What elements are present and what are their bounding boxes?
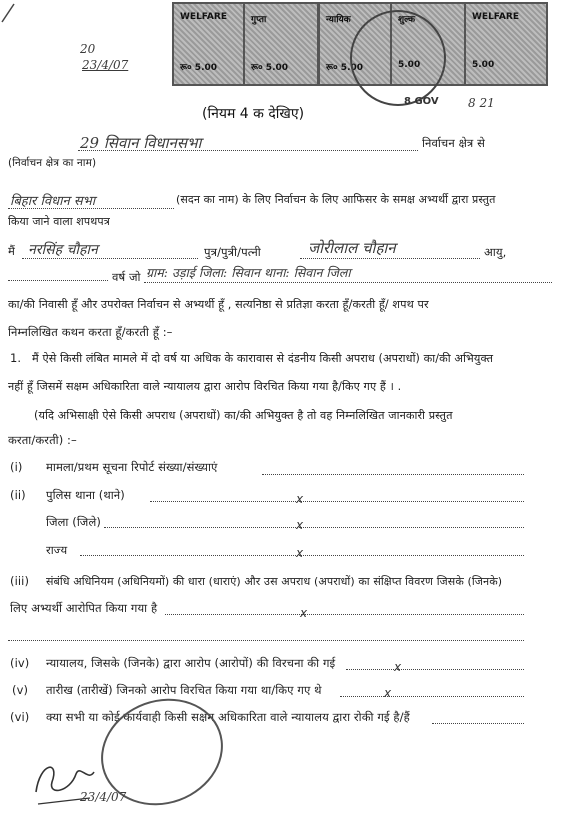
stamp-label: गुप्ता xyxy=(251,15,267,25)
revenue-stamp-5 xyxy=(464,2,548,86)
address-handwritten: ग्राम: उड़ाई जिला: सिवान थाना: सिवान जिला xyxy=(146,265,351,280)
oath-statement: निम्नलिखित कथन करता हूँ/करती हूँ :– xyxy=(8,325,173,339)
stamp-value: रू० 5.00 xyxy=(326,63,364,73)
revenue-stamp-2 xyxy=(243,2,319,86)
item-ii-district: जिला (जिले) xyxy=(46,515,101,529)
deponent-prefix: मैं xyxy=(8,244,15,258)
address-line xyxy=(144,282,552,283)
revenue-stamp-1 xyxy=(172,2,246,86)
item-ii-label: पुलिस थाना (थाने) xyxy=(46,488,125,502)
item-iii-label-b: लिए अभ्यर्थी आरोपित किया गया है xyxy=(10,601,158,615)
stamp-label: WELFARE xyxy=(472,12,519,22)
item-ii-district-line xyxy=(104,527,524,528)
stamp-code: 8 21 xyxy=(468,96,495,110)
item-i-label: मामला/प्रथम सूचना रिपोर्ट संख्या/संख्याएं xyxy=(46,460,218,474)
house-text: (सदन का नाम) के लिए निर्वाचन के लिए आफिसर के समक्ष अभ्यर्थी द्वारा प्रस्तुत xyxy=(176,193,496,206)
item-ii-state: राज्य xyxy=(46,543,68,557)
cross-mark: x xyxy=(296,492,304,506)
para1-text-b: नहीं हूँ जिसमें सक्षम अधिकारिता वाले न्यायालय द्वारा आरोप विरचित किया गया है/किए गए हैं । . xyxy=(8,380,402,393)
deponent-name-line xyxy=(22,258,198,259)
item-vi-label: क्या सभी या कोई कार्यवाही किसी सक्षम अधिकारिता वाले न्यायालय द्वारा रोकी गई है/हैं xyxy=(46,710,410,724)
corner-note-number: 20 xyxy=(80,42,96,56)
constituency-caption: (निर्वाचन क्षेत्र का नाम) xyxy=(8,157,97,169)
house-handwritten: बिहार विधान सभा xyxy=(10,194,96,209)
official-seal-top xyxy=(350,10,446,106)
stamp-value: 5.00 xyxy=(472,60,495,70)
item-iv-number: (iv) xyxy=(10,656,30,670)
constituency-line xyxy=(78,150,418,151)
cross-mark: x xyxy=(394,660,402,674)
item-iv-label: न्यायालय, जिसके (जिनके) द्वारा आरोप (आरोपों) की विरचना की गई xyxy=(46,656,336,670)
corner-note-date: 23/4/07 xyxy=(82,58,129,72)
stamp-label: WELFARE xyxy=(180,12,227,22)
relation-label: पुत्र/पुत्री/पत्नी xyxy=(204,245,261,259)
item-iii-line-2 xyxy=(8,640,524,641)
father-name-line xyxy=(300,258,480,259)
item-v-line xyxy=(340,696,524,697)
para1-text-a: मैं ऐसे किसी लंबित मामले में दो वर्ष या अधिक के कारावास से दंडनीय किसी अपराध (अपराधों) का/की अभियुक्त xyxy=(32,352,494,365)
item-iii-label-a: संबंधि अधिनियम (अधिनियमों) की धारा (धाराएं) और उस अपराध (अपराधों) का संक्षिप्त विवरण जिसके (जिनके) xyxy=(46,575,503,588)
signature-date: 23/4/07 xyxy=(80,790,127,804)
constituency-suffix: निर्वाचन क्षेत्र से xyxy=(422,136,485,150)
cross-mark: x xyxy=(300,606,308,620)
item-vi-number: (vi) xyxy=(10,710,30,724)
cross-mark: x xyxy=(296,518,304,532)
form-heading: (नियम 4 क देखिए) xyxy=(202,106,305,122)
stamp-label: शुल्क xyxy=(398,15,416,25)
item-i-number: (i) xyxy=(10,460,23,474)
cross-mark: x xyxy=(296,546,304,560)
item-ii-number: (ii) xyxy=(10,488,26,502)
deponent-name-handwritten: नरसिंह चौहान xyxy=(28,242,98,258)
age-suffix: वर्ष जो xyxy=(112,270,141,284)
stamp-value: रू० 5.00 xyxy=(251,63,289,73)
house-text-2: किया जाने वाला शपथपत्र xyxy=(8,215,110,228)
item-iv-line xyxy=(346,669,524,670)
stamp-label: न्यायिक xyxy=(326,15,351,25)
house-line xyxy=(8,208,174,209)
item-v-number: (v) xyxy=(12,683,29,697)
item-vi-line xyxy=(432,723,524,724)
item-v-label: तारीख (तारीखें) जिनको आरोप विरचित किया गया था/किए गए थे xyxy=(46,683,322,697)
residence-statement: का/की निवासी हूँ और उपरोक्त निर्वाचन से अभ्यर्थी हूँ , सत्यनिष्ठा से प्रतिज्ञा करता हूँ/करती हूँ/ शपथ पर xyxy=(8,298,429,311)
para1-number: 1. xyxy=(10,351,22,365)
item-i-line xyxy=(262,474,524,475)
stamp-value: रू० 5.00 xyxy=(180,63,218,73)
item-iii-line-1 xyxy=(165,614,524,615)
para2-text-b: करता/करती) :– xyxy=(8,433,77,447)
constituency-handwritten: 29 सिवान विधानसभा xyxy=(80,134,202,152)
age-label: आयु, xyxy=(484,245,507,259)
seal-text: 8 GOV xyxy=(404,96,439,107)
para2-text-a: (यदि अभिसाक्षी ऐसे किसी अपराध (अपराधों) का/की अभियुक्त है तो वह निम्नलिखित जानकारी प्रस्तुत xyxy=(34,409,453,422)
stamp-value: 5.00 xyxy=(398,60,421,70)
cross-mark: x xyxy=(384,686,392,700)
age-line xyxy=(8,280,108,281)
item-ii-line xyxy=(150,501,524,502)
father-name-handwritten: जोरीलाल चौहान xyxy=(308,239,396,257)
corner-mark xyxy=(0,0,30,30)
item-iii-number: (iii) xyxy=(10,574,30,588)
